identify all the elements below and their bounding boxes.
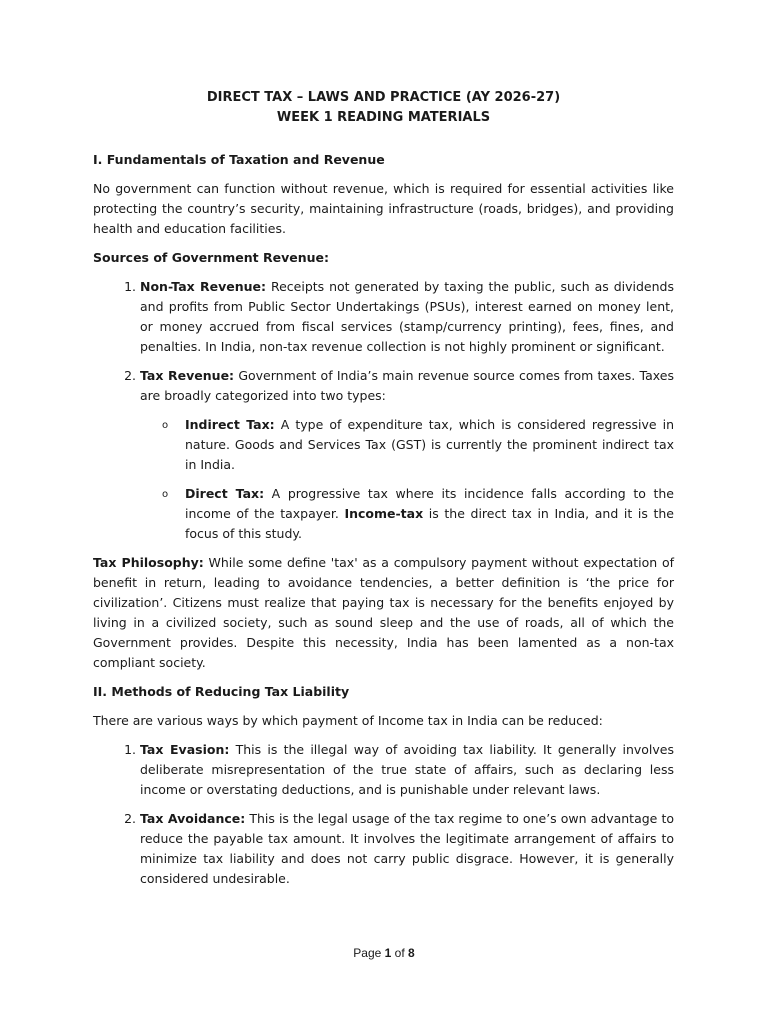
term-income-tax: Income-tax [344,506,424,521]
list-item-indirect-tax [162,415,674,475]
definition-tax-evasion: This is the illegal way of avoiding tax liability. It generally involves deliberate misrepresentation of the true state of affairs, such as declaring less income or overstating deductions, and is punishable under relevant laws. [140,742,674,797]
page-number-footer [0,946,768,960]
tax-types-list [140,415,674,544]
section-heading-fundamentals: I. Fundamentals of Taxation and Revenue [93,152,385,167]
page-of: of [391,946,409,960]
bullet-marker: o [162,489,169,500]
definition-tax-avoidance: This is the legal usage of the tax regime to one’s own advantage to reduce the payable tax amount. It involves the legitimate arrangement of affairs to minimize tax liability and does not carry public disgrace. However, it is generally considered undesirable. [140,811,674,886]
definition-tax-revenue: Government of India’s main revenue source comes from taxes. Taxes are broadly categorized into two types: [140,368,674,403]
list-item-direct-tax [162,484,674,544]
list-item-tax-revenue [140,366,674,544]
section-intro-paragraph: No government can function without revenue, which is required for essential activities like protecting the country’s security, maintaining infrastructure (roads, bridges), and providing health and education facilities. [93,181,674,236]
page-prefix: Page [353,946,385,960]
term-tax-avoidance: Tax Avoidance: [140,811,246,826]
term-tax-evasion: Tax Evasion: [140,742,230,757]
term-tax-revenue: Tax Revenue: [140,368,235,383]
list-item-tax-evasion [140,740,674,800]
section-heading-methods: II. Methods of Reducing Tax Liability [93,684,350,699]
term-non-tax-revenue: Non-Tax Revenue: [140,279,267,294]
reduction-methods-list [93,740,674,889]
definition-non-tax-revenue: Receipts not generated by taxing the public, such as dividends and profits from Public Sector Undertakings (PSUs), interest earned on money lent, or money accrued from fiscal services (stamp/currency printing), fees, fines, and penalties. In India, non-tax revenue collection is not highly prominent or significant. [140,279,674,354]
term-tax-philosophy: Tax Philosophy: [93,555,204,570]
sources-heading: Sources of Government Revenue: [93,250,329,265]
list-item-non-tax-revenue [140,277,674,357]
definition-direct-tax-part1: A progressive tax where its incidence falls according to the income of the taxpayer. [185,486,674,521]
document-title: DIRECT TAX – LAWS AND PRACTICE (AY 2026-27) [206,90,561,105]
term-direct-tax: Direct Tax: [185,486,265,501]
methods-intro-paragraph: There are various ways by which payment of Income tax in India can be reduced: [93,713,603,728]
bullet-marker: o [162,420,169,431]
tax-philosophy-text: While some define 'tax' as a compulsory payment without expectation of benefit in return, leading to avoidance tendencies, a better definition is ‘the price for civilization’. Citizens must realize that paying tax is necessary for the benefits enjoyed by living in a civilized society, such as sound sleep and the use of roads, all of which the Government provides. Despite this necessity, India has been lamented as a non-tax compliant society. [93,555,674,670]
document-subtitle: WEEK 1 READING MATERIALS [276,110,491,125]
definition-indirect-tax: A type of expenditure tax, which is considered regressive in nature. Goods and Services Tax (GST) is currently the prominent indirect tax in India. [185,417,674,472]
tax-philosophy-paragraph [93,553,674,673]
definition-direct-tax-part2: is the direct tax in India, and it is the focus of this study. [185,506,674,541]
list-item-tax-avoidance [140,809,674,889]
page-total: 8 [408,946,415,960]
page-current: 1 [384,946,392,960]
document-title-block [93,88,674,128]
revenue-sources-list [93,277,674,544]
term-indirect-tax: Indirect Tax: [185,417,275,432]
